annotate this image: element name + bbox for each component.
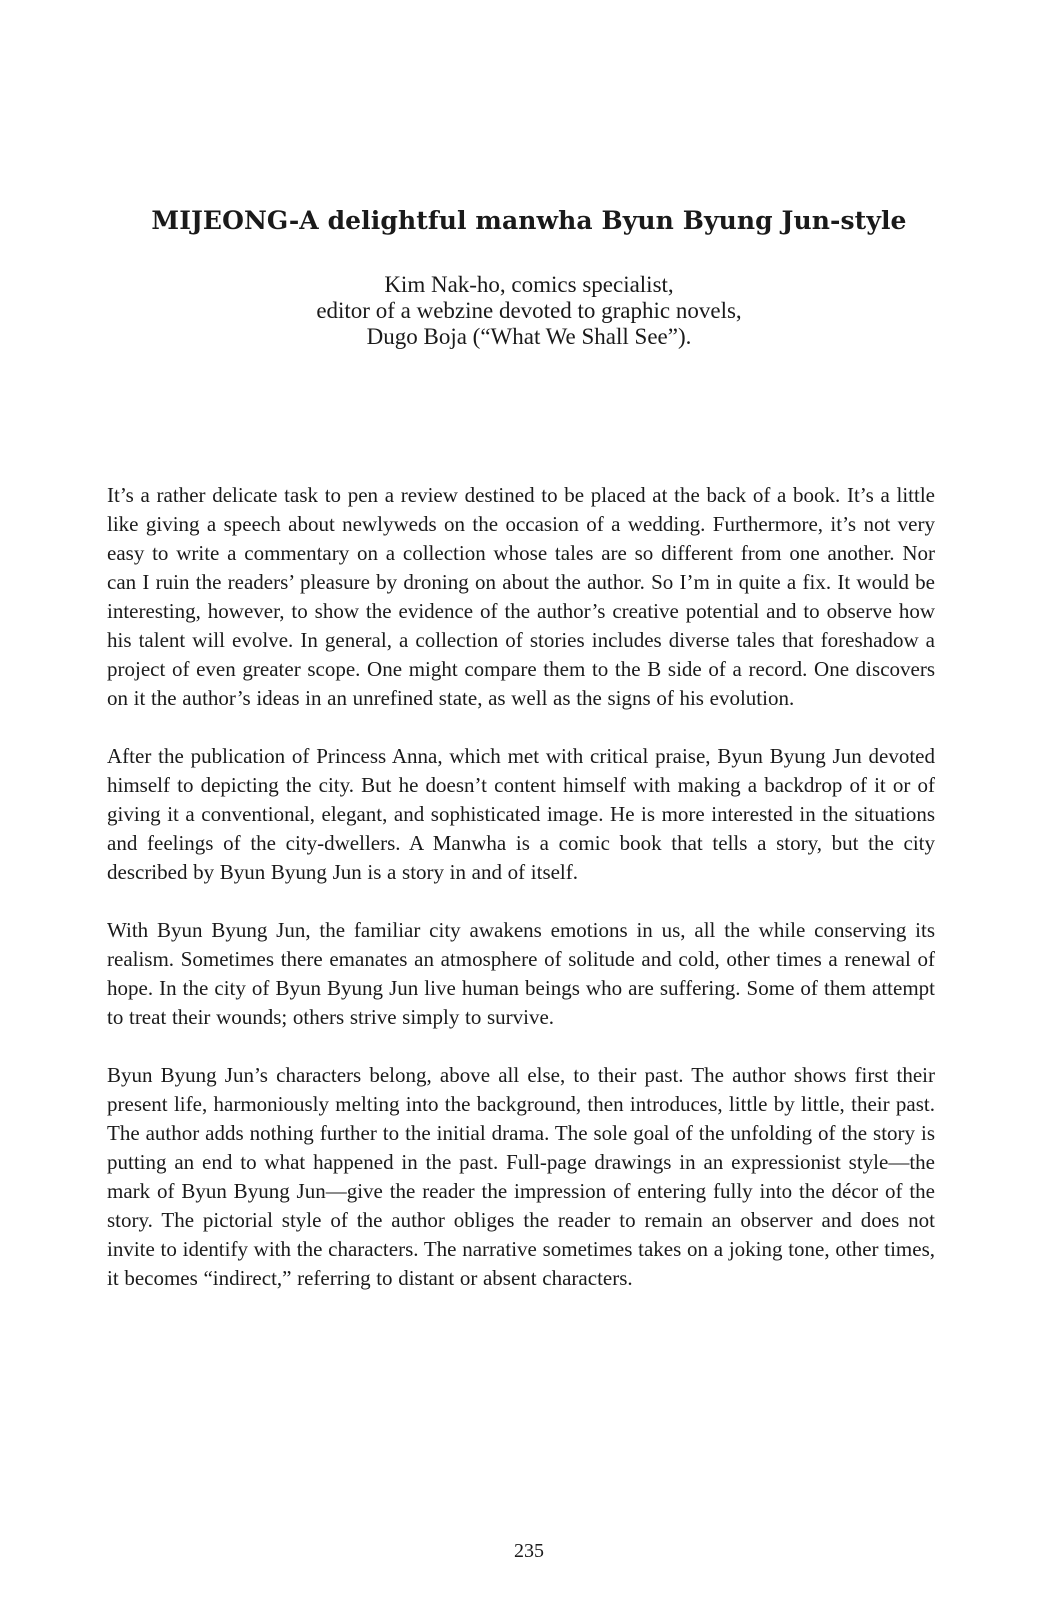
paragraph-4: Byun Byung Jun’s characters belong, above all else, to their past. The author shows first their present life, harmoniously melting into the background, then introduces, little by little, their past. The author adds nothing further to the initial drama. The sole goal of the unfolding of the story is putting an end to what happened in the past. Full-page drawings in an expressionist style—the mark of Byun Byung Jun—give the reader the impression of entering fully into the décor of the story. The pictorial style of the author obliges the reader to remain an observer and does not invite to identify with the characters. The narrative sometimes takes on a joking tone, other times, it becomes “indirect,” referring to distant or absent characters. xyxy=(107,1063,935,1290)
paragraph-3: With Byun Byung Jun, the familiar city awakens emotions in us, all the while conserving its realism. Sometimes there emanates an atmosphere of solitude and cold, other times a renewal of hope. In the city of Byun Byung Jun live human beings who are suffering. Some of them attempt to treat their wounds; others strive simply to survive. xyxy=(107,918,935,1029)
byline-line-2: editor of a webzine devoted to graphic novels, xyxy=(316,298,742,323)
byline-line-1: Kim Nak-ho, comics specialist, xyxy=(384,272,674,297)
article-title: MIJEONG-A delightful manwha Byun Byung Jun-style xyxy=(151,206,907,235)
author-byline xyxy=(0,272,1058,350)
article-body xyxy=(107,481,935,1322)
page-number: 235 xyxy=(514,1540,544,1562)
byline-line-3: Dugo Boja (“What We Shall See”). xyxy=(366,324,692,349)
paragraph-1: It’s a rather delicate task to pen a review destined to be placed at the back of a book. It’s a little like giving a speech about newlyweds on the occasion of a wedding. Furthermore, it’s not very easy to write a commentary on a collection whose tales are so different from one another. Nor can I ruin the readers’ pleasure by droning on about the author. So I’m in quite a fix. It would be interesting, however, to show the evidence of the author’s creative potential and to observe how his talent will evolve. In general, a collection of stories includes diverse tales that foreshadow a project of even greater scope. One might compare them to the B side of a record. One discovers on it the author’s ideas in an unrefined state, as well as the signs of his evolution. xyxy=(107,483,935,710)
paragraph-2: After the publication of Princess Anna, which met with critical praise, Byun Byung Jun devoted himself to depicting the city. But he doesn’t content himself with making a backdrop of it or of giving it a conventional, elegant, and sophisticated image. He is more interested in the situations and feelings of the city-dwellers. A Manwha is a comic book that tells a story, but the city described by Byun Byung Jun is a story in and of itself. xyxy=(107,744,935,884)
